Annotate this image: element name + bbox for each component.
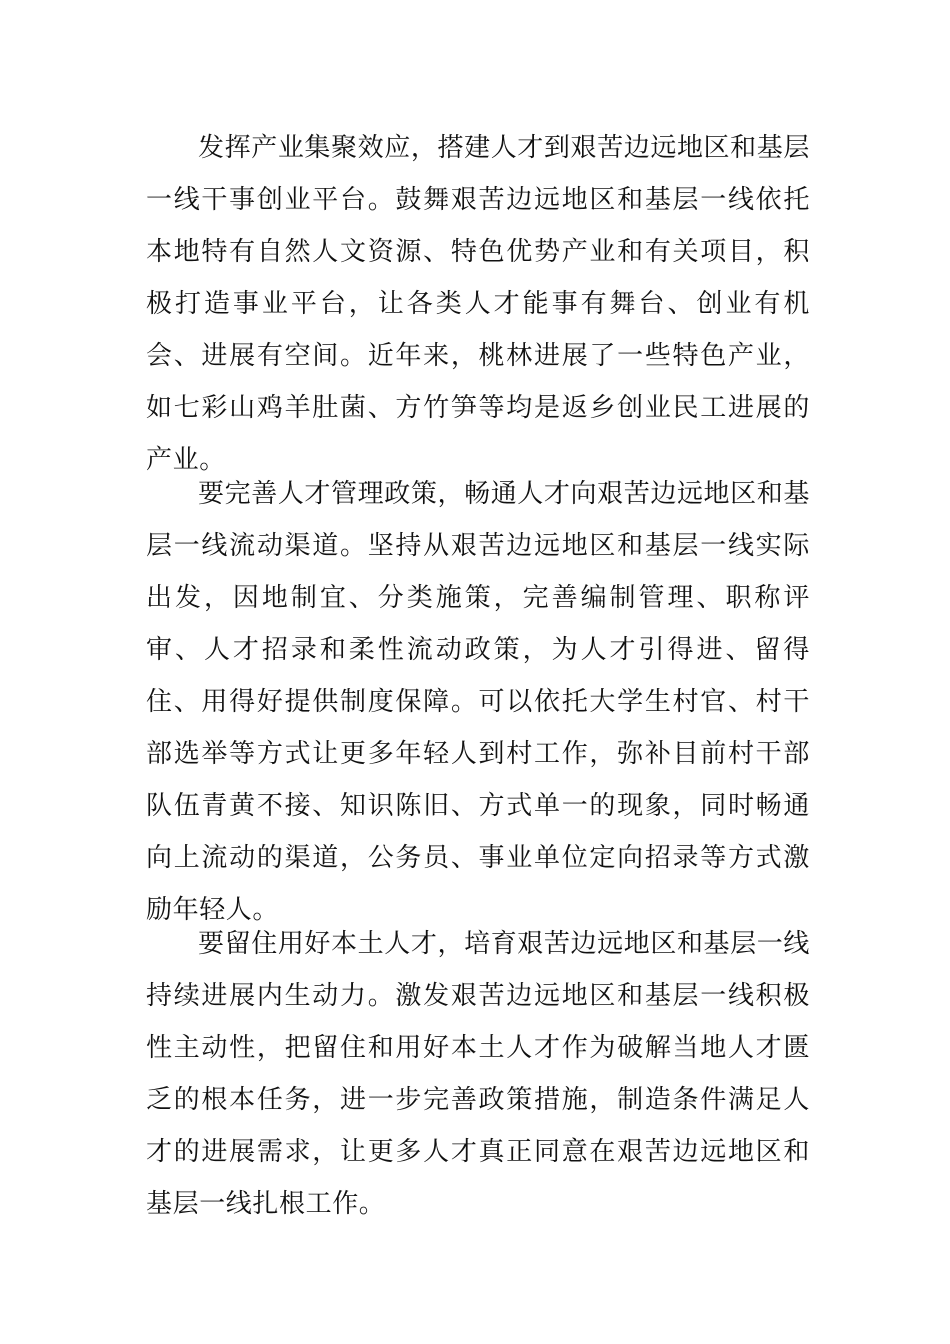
paragraph-industry-cluster: 发挥产业集聚效应，搭建人才到艰苦边远地区和基层一线干事创业平台。鼓舞艰苦边远地区和基层一线依托本地特有自然人文资源、特色优势产业和有关项目，积极打造事业平台，让各类人才能事有舞台、创业有机会、进展有空间。近年来，桃林进展了一些特色产业，如七彩山鸡羊肚菌、方竹笋等均是返乡创业民工进展的产业。: [146, 133, 810, 475]
paragraph-talent-policy: 要完善人才管理政策，畅通人才向艰苦边远地区和基层一线流动渠道。坚持从艰苦边远地区和基层一线实际出发，因地制宜、分类施策，完善编制管理、职称评审、人才招录和柔性流动政策，为人才引得进、留得住、用得好提供制度保障。可以依托大学生村官、村干部选举等方式让更多年轻人到村工作，弥补目前村干部队伍青黄不接、知识陈旧、方式单一的现象，同时畅通向上流动的渠道，公务员、事业单位定向招录等方式激励年轻人。: [146, 479, 810, 925]
paragraph-local-talent: 要留住用好本土人才，培育艰苦边远地区和基层一线持续进展内生动力。激发艰苦边远地区和基层一线积极性主动性，把留住和用好本土人才作为破解当地人才匮乏的根本任务，进一步完善政策措施，制造条件满足人才的进展需求，让更多人才真正同意在艰苦边远地区和基层一线扎根工作。: [146, 929, 810, 1219]
